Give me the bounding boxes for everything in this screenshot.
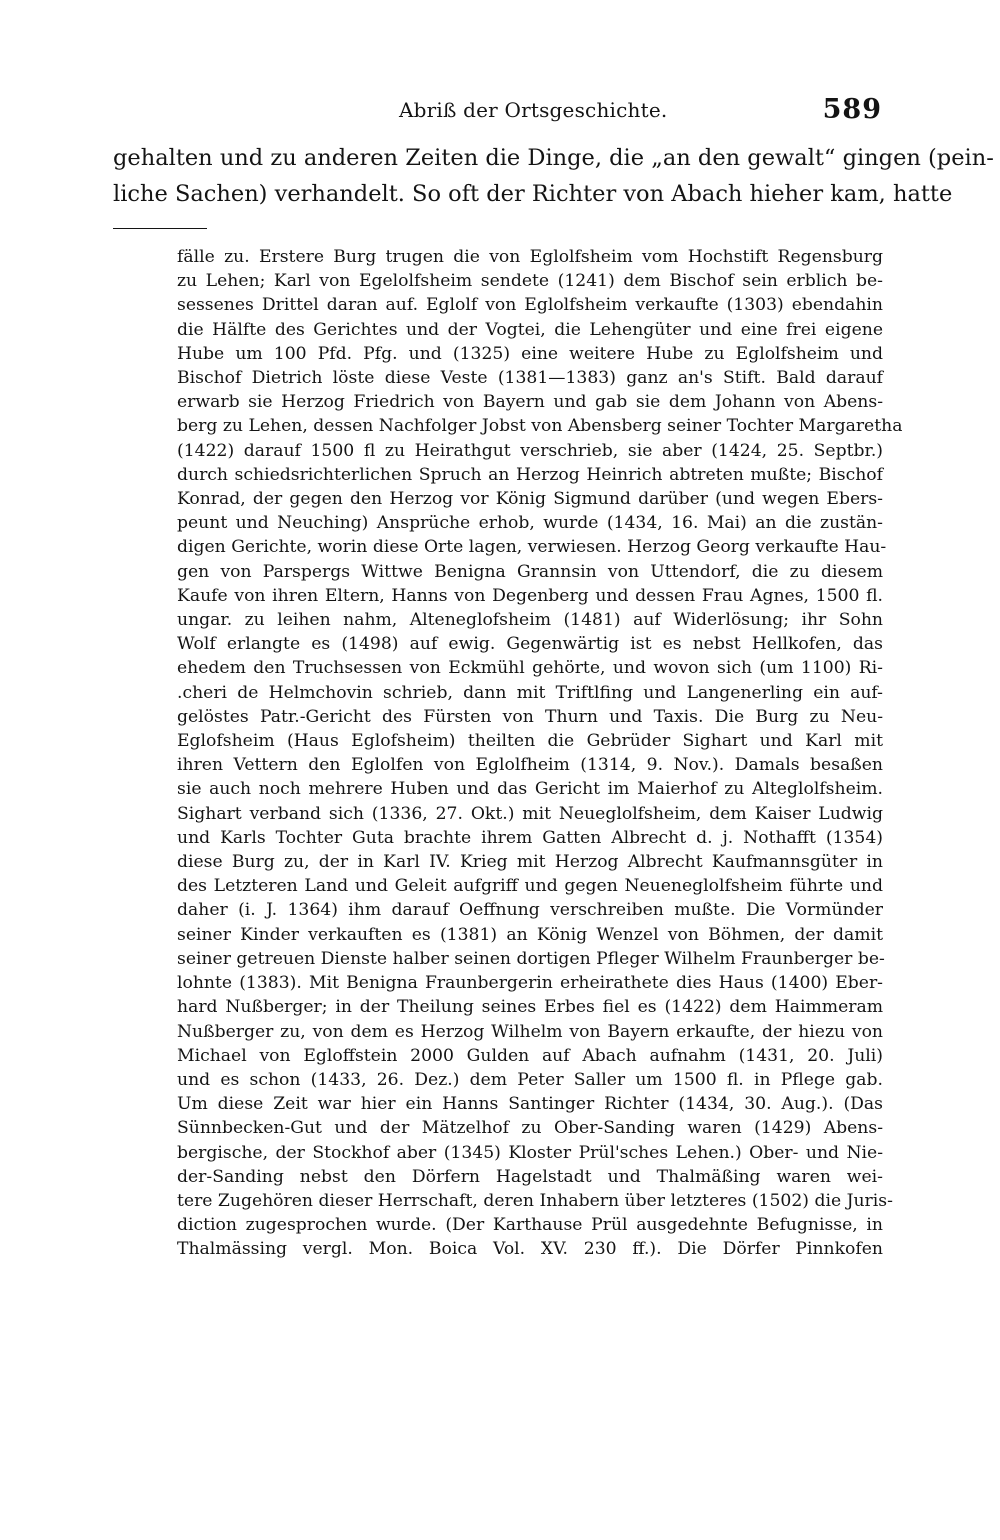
footnote-line: Hube um 100 Pfd. Pfg. und (1325) eine weitere Hube zu Eglolfsheim und: [177, 343, 883, 364]
footnote-line: die Hälfte des Gerichtes und der Vogtei, die Lehengüter und eine frei eigene: [177, 319, 883, 340]
footnote-line: (1422) darauf 1500 fl zu Heirathgut verschrieb, sie aber (1424, 25. Septbr.): [177, 440, 883, 461]
main-text-line: gehalten und zu anderen Zeiten die Dinge, die „an den gewalt“ gingen (pein-: [113, 145, 994, 171]
page-header: [0, 94, 1000, 138]
footnote-line: lohnte (1383). Mit Benigna Fraunbergerin erheirathete dies Haus (1400) Eber-: [177, 973, 883, 994]
running-title: Abriß der Ortsgeschichte.: [399, 98, 668, 122]
footnote-line: diese Burg zu, der in Karl IV. Krieg mit Herzog Albrecht Kaufmannsgüter in: [177, 852, 883, 873]
footnote-line: hard Nußberger; in der Theilung seines Erbes fiel es (1422) dem Haimmeram: [177, 997, 883, 1018]
footnote-line: Wolf erlangte es (1498) auf ewig. Gegenwärtig ist es nebst Hellkofen, das: [177, 634, 883, 655]
footnote-line: .cheri de Helmchovin schrieb, dann mit Triftlfing und Langenerling ein auf-: [177, 682, 883, 703]
footnote-line: gelöstes Patr.-Gericht des Fürsten von Thurn und Taxis. Die Burg zu Neu-: [177, 706, 883, 727]
footnote-line: und es schon (1433, 26. Dez.) dem Peter Saller um 1500 fl. in Pflege gab.: [177, 1069, 883, 1090]
footnote-line: ehedem den Truchsessen von Eckmühl gehörte, und wovon sich (um 1100) Ri-: [177, 658, 883, 679]
footnote-line: Michael von Egloffstein 2000 Gulden auf Abach aufnahm (1431, 20. Juli): [177, 1045, 883, 1066]
footnote-line: zu Lehen; Karl von Egelolfsheim sendete (1241) dem Bischof sein erblich be-: [177, 271, 883, 292]
footnote-line: sessenes Drittel daran auf. Eglolf von Eglolfsheim verkaufte (1303) ebendahin: [177, 295, 883, 316]
footnote-line: Bischof Dietrich löste diese Veste (1381—1383) ganz an's Stift. Bald darauf: [177, 368, 883, 389]
footnote-line: sie auch noch mehrere Huben und das Gericht im Maierhof zu Alteglolfsheim.: [177, 779, 883, 800]
footnote-line: peunt und Neuching) Ansprüche erhob, wurde (1434, 16. Mai) an die zustän-: [177, 513, 883, 534]
page-number: 589: [822, 94, 882, 125]
footnote-line: digen Gerichte, worin diese Orte lagen, verwiesen. Herzog Georg verkaufte Hau-: [177, 537, 887, 558]
footnote-line: berg zu Lehen, dessen Nachfolger Jobst von Abensberg seiner Tochter Margaretha: [177, 416, 903, 437]
footnote-line: diction zugesprochen wurde. (Der Karthause Prül ausgedehnte Befugnisse, in: [177, 1215, 883, 1236]
footnote-line: seiner getreuen Dienste halber seinen dortigen Pfleger Wilhelm Fraunberger be-: [177, 948, 885, 969]
footnote-line: ungar. zu leihen nahm, Alteneglofsheim (1481) auf Widerlösung; ihr Sohn: [177, 610, 883, 631]
footnote-line: bergische, der Stockhof aber (1345) Kloster Prül'sches Lehen.) Ober- und Nie-: [177, 1142, 883, 1163]
footnote-line: Sünnbecken-Gut und der Mätzelhof zu Ober-Sanding waren (1429) Abens-: [177, 1118, 883, 1139]
footnote-line: Kaufe von ihren Eltern, Hanns von Degenberg und dessen Frau Agnes, 1500 fl.: [177, 585, 883, 606]
footnote-line: Konrad, der gegen den Herzog vor König Sigmund darüber (und wegen Ebers-: [177, 489, 883, 510]
footnote-separator-rule: [113, 228, 207, 229]
footnote-line: Nußberger zu, von dem es Herzog Wilhelm von Bayern erkaufte, der hiezu von: [177, 1021, 883, 1042]
main-text-block: [113, 140, 994, 212]
footnote-line: der-Sanding nebst den Dörfern Hagelstadt und Thalmäßing waren wei-: [177, 1166, 883, 1187]
footnote-line: tere Zugehören dieser Herrschaft, deren Inhabern über letzteres (1502) die Juris-: [177, 1190, 893, 1211]
footnote-line: Thalmässing vergl. Mon. Boica Vol. XV. 230 ff.). Die Dörfer Pinnkofen: [177, 1239, 883, 1260]
footnote-line: ihren Vettern den Eglolfen von Eglolfheim (1314, 9. Nov.). Damals besaßen: [177, 755, 883, 776]
footnote-line: durch schiedsrichterlichen Spruch an Herzog Heinrich abtreten mußte; Bischof: [177, 464, 883, 485]
footnote-line: gen von Parspergs Wittwe Benigna Grannsin von Uttendorf, die zu diesem: [177, 561, 883, 582]
footnote-line: Sighart verband sich (1336, 27. Okt.) mit Neueglolfsheim, dem Kaiser Ludwig: [177, 803, 883, 824]
footnote-line: erwarb sie Herzog Friedrich von Bayern und gab sie dem Johann von Abens-: [177, 392, 883, 413]
footnote-line: Eglofsheim (Haus Eglofsheim) theilten die Gebrüder Sighart und Karl mit: [177, 731, 883, 752]
footnote-line: fälle zu. Erstere Burg trugen die von Eglolfsheim vom Hochstift Regensburg: [177, 247, 883, 267]
footnote-line: seiner Kinder verkauften es (1381) an König Wenzel von Böhmen, der damit: [177, 924, 883, 945]
main-text-line: liche Sachen) verhandelt. So oft der Richter von Abach hieher kam, hatte: [113, 181, 953, 207]
footnote-block: [177, 245, 903, 1262]
footnote-line: daher (i. J. 1364) ihm darauf Oeffnung verschreiben mußte. Die Vormünder: [177, 900, 883, 921]
footnote-line: des Letzteren Land und Geleit aufgriff und gegen Neueneglolfsheim führte und: [177, 876, 883, 897]
footnote-line: und Karls Tochter Guta brachte ihrem Gatten Albrecht d. j. Nothafft (1354): [177, 827, 883, 848]
footnote-line: Um diese Zeit war hier ein Hanns Santinger Richter (1434, 30. Aug.). (Das: [177, 1094, 883, 1115]
